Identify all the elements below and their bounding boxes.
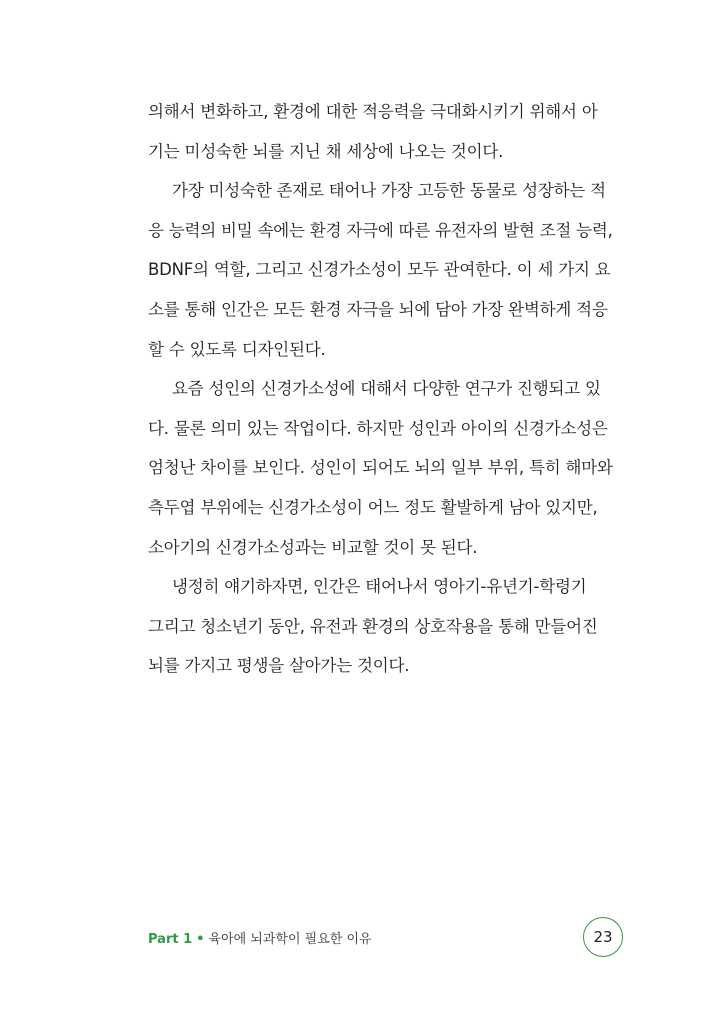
text-line: 그리고 청소년기 동안, 유전과 환경의 상호작용을 통해 만들어진 xyxy=(148,616,598,636)
text-line: 소를 통해 인간은 모든 환경 자극을 뇌에 담아 가장 완벽하게 적응 xyxy=(148,299,608,319)
text-line: BDNF의 역할, 그리고 신경가소성이 모두 관여한다. 이 세 가지 요 xyxy=(148,260,611,280)
text-line: 다. 물론 의미 있는 작업이다. 하지만 성인과 아이의 신경가소성은 xyxy=(148,418,608,438)
text-line-paragraph-start: 가장 미성숙한 존재로 태어나 가장 고등한 동물로 성장하는 적 xyxy=(172,181,606,201)
text-line-paragraph-start: 냉정히 얘기하자면, 인간은 태어나서 영아기-유년기-학령기 xyxy=(172,577,587,597)
text-line: 측두엽 부위에는 신경가소성이 어느 정도 활발하게 남아 있지만, xyxy=(148,497,598,517)
footer-part-label: Part 1 xyxy=(148,932,193,947)
text-line: 할 수 있도록 디자인된다. xyxy=(148,339,326,359)
text-line: 응 능력의 비밀 속에는 환경 자극에 따른 유전자의 발현 조절 능력, xyxy=(148,220,613,240)
text-line: 소아기의 신경가소성과는 비교할 것이 못 된다. xyxy=(148,537,478,557)
text-line: 의해서 변화하고, 환경에 대한 적응력을 극대화시키기 위해서 아 xyxy=(148,102,598,121)
page-number-badge xyxy=(583,917,623,957)
text-line: 기는 미성숙한 뇌를 지닌 채 세상에 나오는 것이다. xyxy=(148,141,504,161)
page-number: 23 xyxy=(593,928,613,946)
text-line: 엄청난 차이를 보인다. 성인이 되어도 뇌의 일부 부위, 특히 해마와 xyxy=(148,458,613,478)
text-line-paragraph-start: 요즘 성인의 신경가소성에 대해서 다양한 연구가 진행되고 있 xyxy=(172,379,601,399)
footer-chapter-title: 육아에 뇌과학이 필요한 이유 xyxy=(208,932,372,947)
text-line: 뇌를 가지고 평생을 살아가는 것이다. xyxy=(148,656,410,676)
running-footer xyxy=(148,931,372,949)
body-text xyxy=(148,92,628,686)
footer-bullet: • xyxy=(196,932,205,947)
